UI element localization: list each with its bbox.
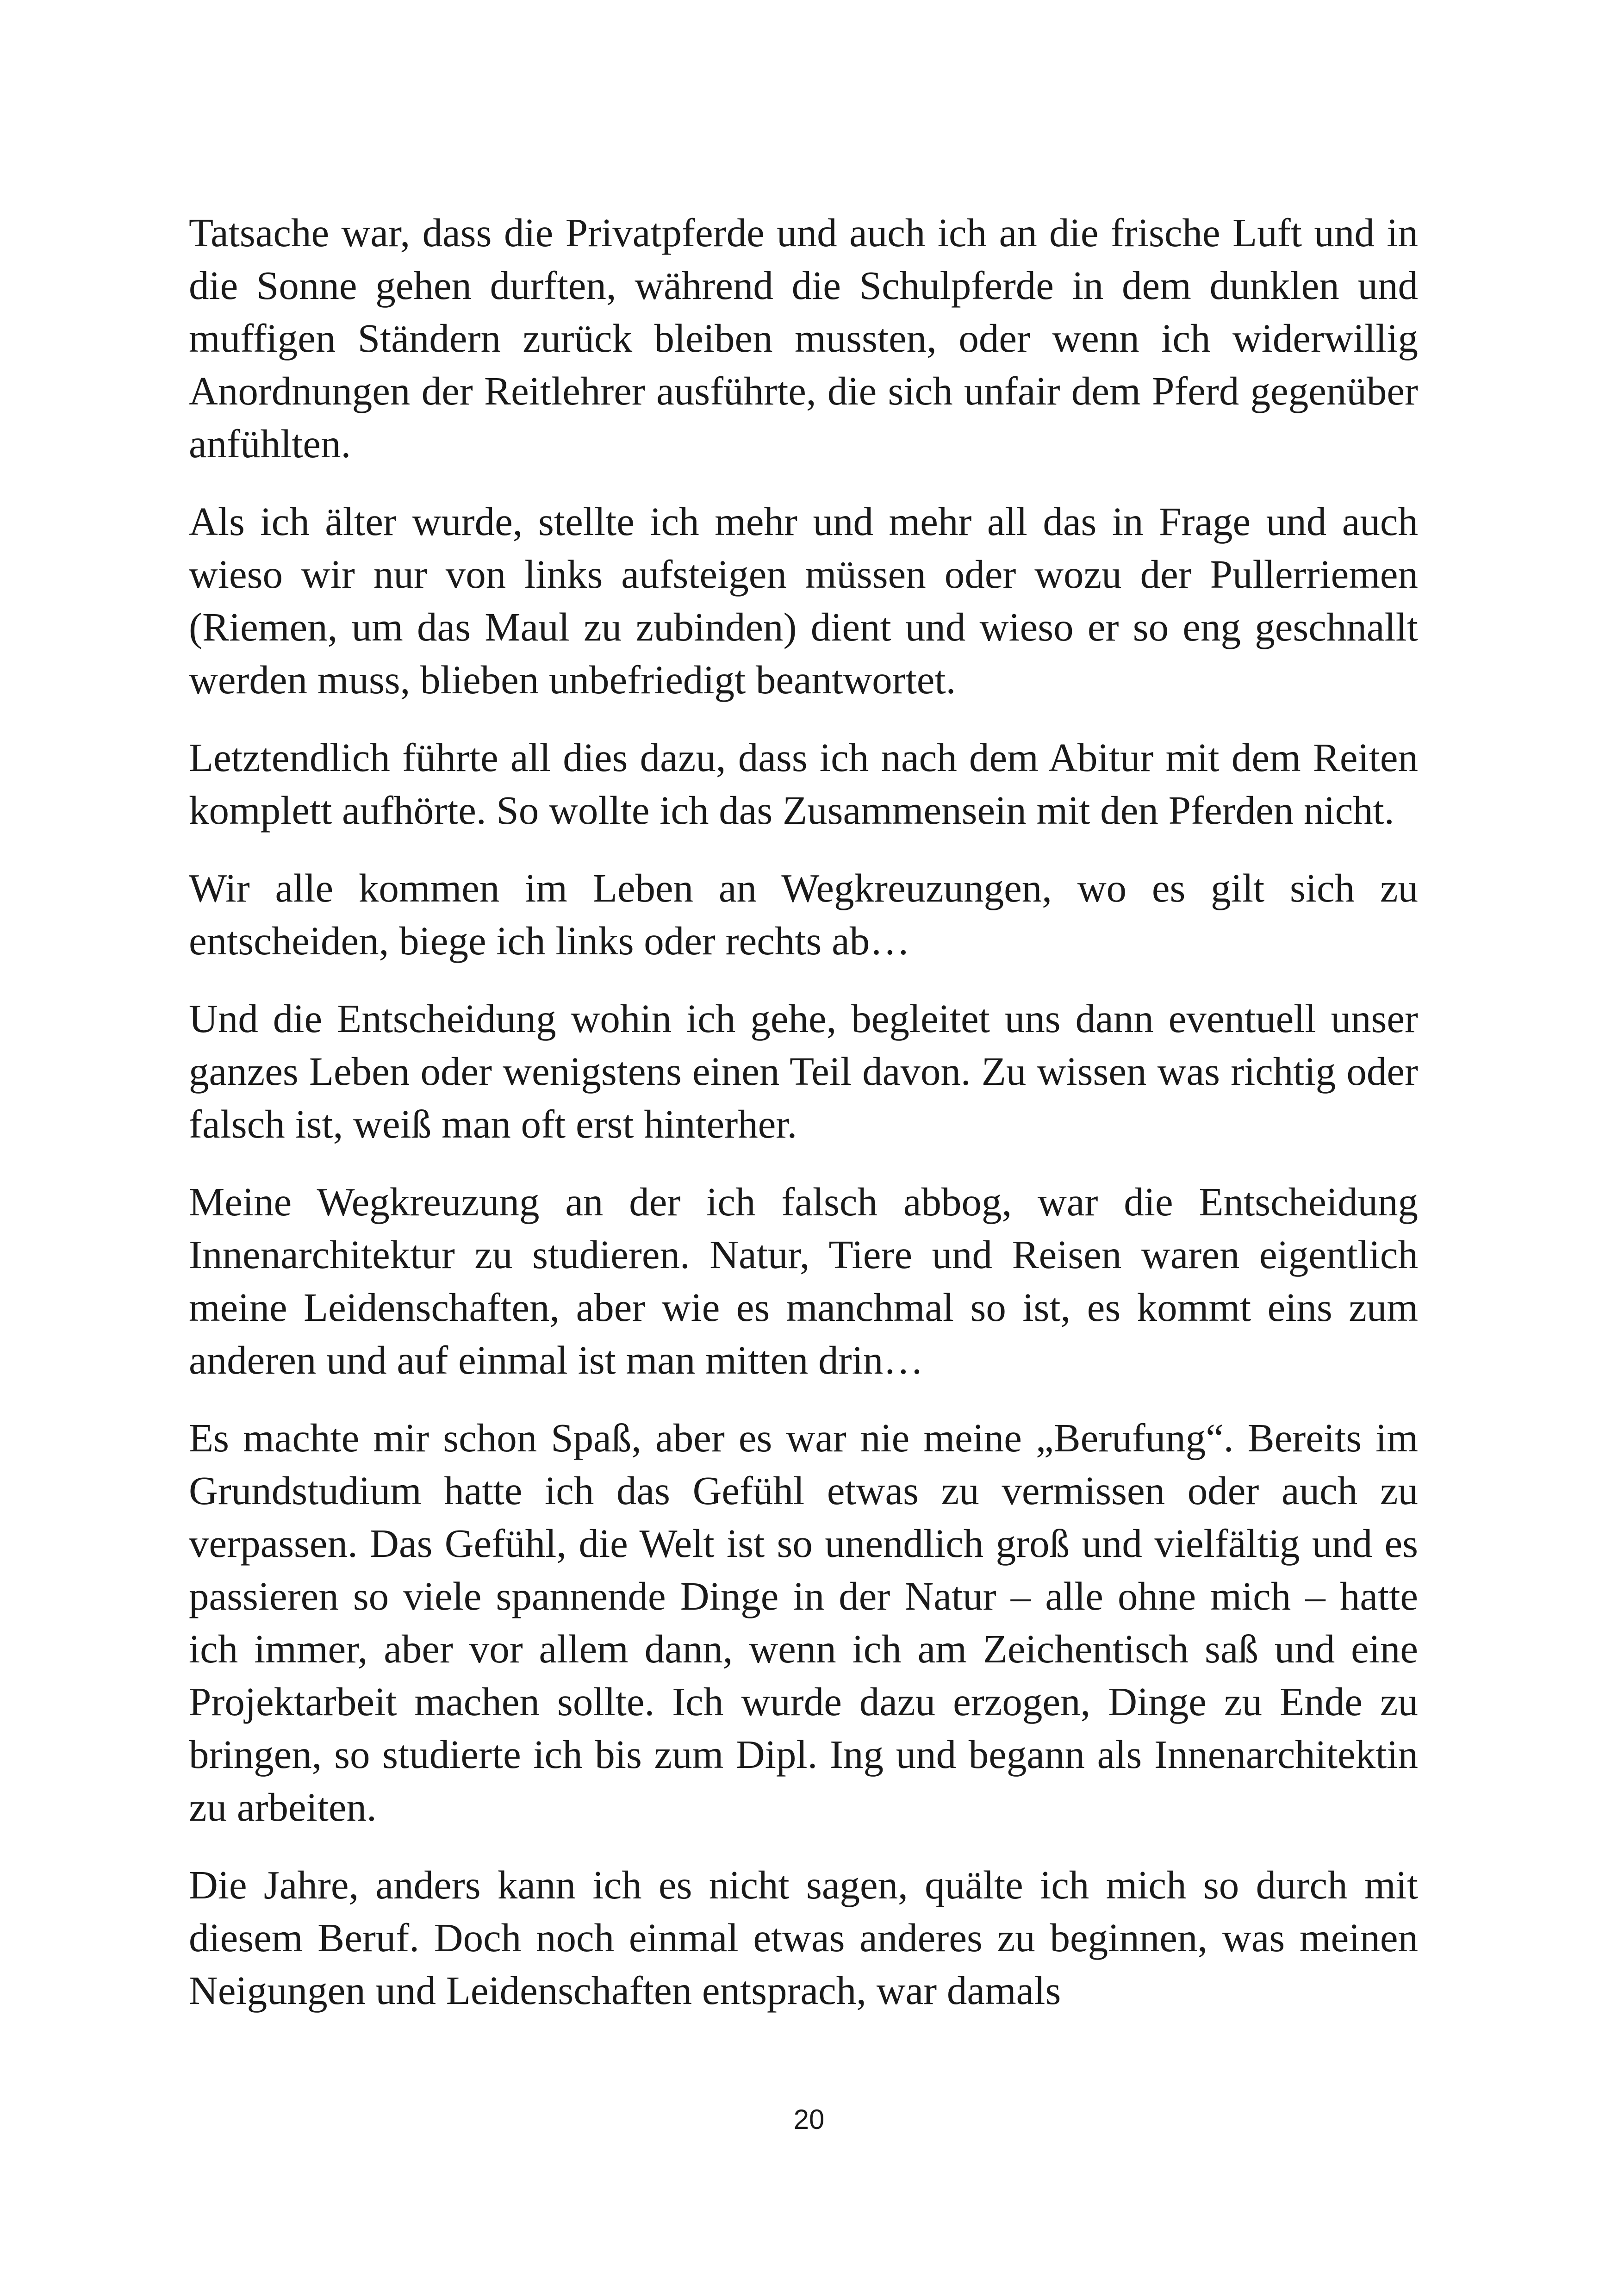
paragraph-7: Es machte mir schon Spaß, aber es war nie meine „Berufung“. Bereits im Grundstudium hatte ich das Gefühl etwas zu vermissen oder auch zu verpassen. Das Gefühl, die Welt ist so unendlich groß und vielfältig und es passieren so viele spannende Dinge in der Natur – alle ohne mich – hatte ich immer, aber vor allem dann, wenn ich am Zeichentisch saß und eine Projektarbeit machen sollte. Ich wurde dazu erzogen, Dinge zu Ende zu bringen, so studierte ich bis zum Dipl. Ing und begann als Innenarchitektin zu arbeiten. <box>189 1415 1418 1829</box>
paragraph-8: Die Jahre, anders kann ich es nicht sagen, quälte ich mich so durch mit diesem Beruf. Doch noch einmal etwas anderes zu beginnen, was meinen Neigungen und Leidenschaften entsprach, war damals <box>189 1862 1418 2013</box>
page-number: 20 <box>793 2104 825 2135</box>
paragraph-1: Tatsache war, dass die Privatpferde und auch ich an die frische Luft und in die Sonne gehen durften, während die Schulpferde in dem dunklen und muffigen Ständern zurück bleiben mussten, oder wenn ich widerwillig Anordnungen der Reitlehrer ausführte, die sich unfair dem Pferd gegenüber anfühlten. <box>189 210 1418 466</box>
paragraph-4: Wir alle kommen im Leben an Wegkreuzungen, wo es gilt sich zu entscheiden, biege ich links oder rechts ab… <box>189 865 1418 963</box>
paragraph-2: Als ich älter wurde, stellte ich mehr und mehr all das in Frage und auch wieso wir nur von links aufsteigen müssen oder wozu der Pullerriemen (Riemen, um das Maul zu zubinden) dient und wieso er so eng geschnallt werden muss, blieben unbefriedigt beantwortet. <box>189 499 1418 702</box>
paragraph-6: Meine Wegkreuzung an der ich falsch abbog, war die Entscheidung Innenarchitektur zu studieren. Natur, Tiere und Reisen waren eigentlich meine Leidenschaften, aber wie es manchmal so ist, es kommt eins zum anderen und auf einmal ist man mitten drin… <box>189 1179 1418 1382</box>
body-text <box>189 206 1418 2017</box>
paragraph-3: Letztendlich führte all dies dazu, dass ich nach dem Abitur mit dem Reiten komplett aufhörte. So wollte ich das Zusammensein mit den Pferden nicht. <box>189 735 1418 833</box>
paragraph-5: Und die Entscheidung wohin ich gehe, begleitet uns dann eventuell unser ganzes Leben oder wenigstens einen Teil davon. Zu wissen was richtig oder falsch ist, weiß man oft erst hinterher. <box>189 996 1418 1146</box>
